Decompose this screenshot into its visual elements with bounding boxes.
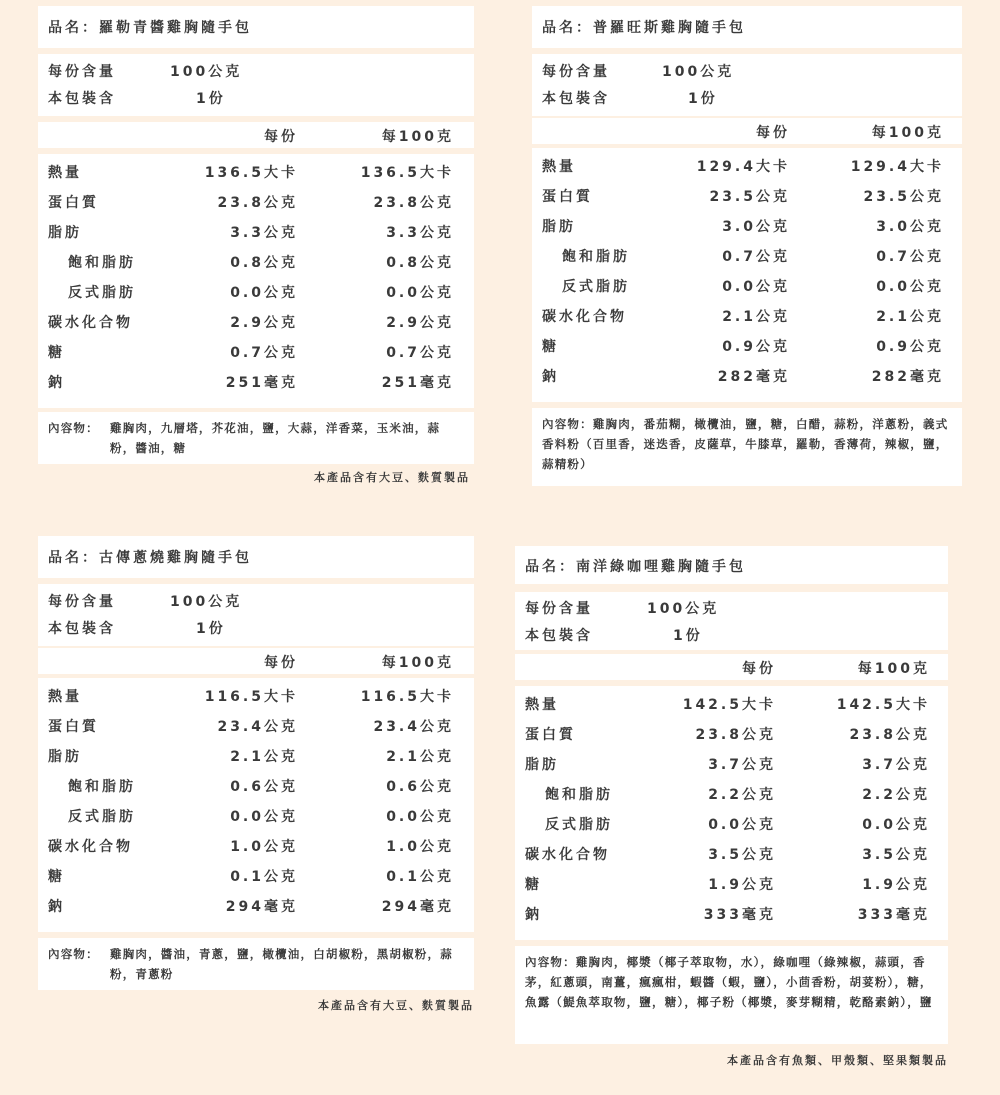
nutrient-row — [38, 710, 474, 740]
ingredients-text — [525, 952, 936, 1012]
serving-size-value: 100公克 — [662, 64, 735, 80]
nutrient-row — [38, 306, 474, 336]
nutrient-per-serving: 23.8公克 — [217, 195, 298, 211]
nutrient-row — [532, 180, 962, 210]
nutrient-per-100g: 2.1公克 — [386, 749, 454, 765]
product-name: 品名：南洋綠咖哩雞胸隨手包 — [525, 559, 746, 575]
nutrient-label: 碳水化合物 — [542, 309, 627, 325]
nutrient-row — [38, 770, 474, 800]
ingredients-box — [515, 946, 948, 1044]
column-header-box — [38, 648, 474, 674]
nutrient-per-100g: 1.0公克 — [386, 839, 454, 855]
nutrient-per-serving: 0.6公克 — [230, 779, 298, 795]
nutrient-per-100g: 116.5大卡 — [360, 689, 454, 705]
nutrient-row — [515, 808, 948, 838]
nutrient-label: 糖 — [48, 869, 65, 885]
nutrient-label: 鈉 — [48, 899, 65, 915]
ingredients-box — [38, 938, 474, 990]
nutrient-per-100g: 23.8公克 — [849, 727, 930, 743]
serving-size-label: 每份含量 — [525, 601, 593, 617]
nutrient-row — [38, 890, 474, 920]
nutrient-row — [532, 360, 962, 390]
nutrient-per-serving: 116.5大卡 — [204, 689, 298, 705]
nutrient-per-serving: 0.7公克 — [722, 249, 790, 265]
nutrient-per-serving: 1.9公克 — [708, 877, 776, 893]
nutrient-per-serving: 0.1公克 — [230, 869, 298, 885]
nutrient-per-serving: 0.0公克 — [708, 817, 776, 833]
nutrient-per-100g: 23.5公克 — [863, 189, 944, 205]
servings-value: 1份 — [196, 621, 226, 637]
nutrient-per-100g: 23.4公克 — [373, 719, 454, 735]
nutrient-per-100g: 0.9公克 — [876, 339, 944, 355]
product-name-box — [532, 6, 962, 48]
col-per-100g: 每100克 — [381, 129, 454, 145]
allergen-note: 本產品含有大豆、麩質製品 — [314, 471, 470, 484]
nutrient-row — [532, 300, 962, 330]
ingredients-box — [532, 408, 962, 486]
allergen-note: 本產品含有魚類、甲殼類、堅果類製品 — [727, 1054, 948, 1067]
nutrient-label: 蛋白質 — [542, 189, 593, 205]
serving-box — [38, 584, 474, 646]
nutrient-label: 反式脂肪 — [68, 809, 136, 825]
nutrient-row — [532, 330, 962, 360]
nutrient-label: 熱量 — [542, 159, 576, 175]
ingredients-box — [38, 412, 474, 464]
ingredients-label: 內容物： — [48, 947, 99, 961]
nutrient-row — [38, 246, 474, 276]
nutrient-row — [38, 186, 474, 216]
nutrient-row — [515, 748, 948, 778]
nutrient-label: 飽和脂肪 — [545, 787, 613, 803]
nutrient-per-100g: 0.0公克 — [386, 809, 454, 825]
nutrient-per-100g: 0.0公克 — [386, 285, 454, 301]
nutrient-label: 脂肪 — [542, 219, 576, 235]
nutrient-row — [38, 156, 474, 186]
nutrient-per-100g: 2.2公克 — [862, 787, 930, 803]
servings-label: 本包裝含 — [542, 91, 610, 107]
nutrient-label: 反式脂肪 — [545, 817, 613, 833]
nutrient-row — [38, 860, 474, 890]
nutrient-label: 反式脂肪 — [68, 285, 136, 301]
nutrient-per-serving: 333毫克 — [703, 907, 776, 923]
product-name-box — [515, 546, 948, 584]
nutrient-per-100g: 142.5大卡 — [836, 697, 930, 713]
nutrient-per-100g: 3.3公克 — [386, 225, 454, 241]
nutrient-per-100g: 0.1公克 — [386, 869, 454, 885]
nutrient-row — [532, 270, 962, 300]
serving-box — [38, 54, 474, 116]
nutrient-per-serving: 142.5大卡 — [682, 697, 776, 713]
nutrient-per-100g: 2.9公克 — [386, 315, 454, 331]
nutrient-per-serving: 2.9公克 — [230, 315, 298, 331]
nutrient-row — [38, 276, 474, 306]
nutrient-per-serving: 0.7公克 — [230, 345, 298, 361]
ingredients-text: 雞胸肉，醬油，青蔥，鹽，橄欖油，白胡椒粉，黑胡椒粉，蒜粉，青蔥粉 — [110, 947, 453, 981]
nutrient-row — [532, 240, 962, 270]
nutrition-table — [515, 686, 948, 940]
servings-value: 1份 — [196, 91, 226, 107]
nutrition-table — [38, 154, 474, 408]
nutrient-per-100g: 129.4大卡 — [850, 159, 944, 175]
nutrient-label: 糖 — [48, 345, 65, 361]
product-name-box — [38, 6, 474, 48]
nutrient-label: 鈉 — [542, 369, 559, 385]
ingredients-text: 雞胸肉，九層塔，芥花油，鹽，大蒜，洋香菜，玉米油，蒜粉，醬油，糖 — [110, 421, 441, 455]
nutrient-label: 飽和脂肪 — [68, 779, 136, 795]
nutrient-row — [38, 680, 474, 710]
ingredients-body: 雞胸肉，椰漿（椰子萃取物，水），綠咖哩（綠辣椒，蒜頭，香茅，紅蔥頭，南薑，瘋瘋柑，蝦醬（蝦，鹽），小茴香粉，胡荽粉），糖，魚露（鯷魚萃取物，鹽，糖），椰子粉（椰漿，麥芽糊精，乾酪素鈉），鹽 — [525, 955, 933, 1009]
nutrient-per-serving: 0.9公克 — [722, 339, 790, 355]
nutrient-row — [38, 336, 474, 366]
serving-size-label: 每份含量 — [48, 64, 116, 80]
nutrient-row — [515, 778, 948, 808]
product-name-box — [38, 536, 474, 578]
ingredients-body: 雞胸肉，番茄糊，橄欖油，鹽，糖，白醋，蒜粉，洋蔥粉，義式香料粉（百里香，迷迭香，皮薩草，牛膝草，羅勒，香薄荷，辣椒，鹽，蒜精粉） — [542, 417, 949, 471]
nutrient-row — [38, 216, 474, 246]
nutrient-per-100g: 23.8公克 — [373, 195, 454, 211]
nutrient-row — [38, 366, 474, 396]
nutrient-per-100g: 0.6公克 — [386, 779, 454, 795]
nutrient-per-100g: 0.7公克 — [386, 345, 454, 361]
nutrient-row — [515, 898, 948, 928]
nutrient-row — [38, 830, 474, 860]
nutrient-label: 碳水化合物 — [48, 315, 133, 331]
nutrient-per-serving: 0.8公克 — [230, 255, 298, 271]
serving-size-label: 每份含量 — [542, 64, 610, 80]
nutrient-row — [38, 740, 474, 770]
nutrient-row — [515, 718, 948, 748]
col-per-serving: 每份 — [264, 129, 298, 145]
nutrient-per-serving: 0.0公克 — [722, 279, 790, 295]
nutrient-label: 糖 — [542, 339, 559, 355]
nutrient-per-100g: 136.5大卡 — [360, 165, 454, 181]
nutrient-row — [515, 688, 948, 718]
nutrient-per-serving: 282毫克 — [717, 369, 790, 385]
ingredients-label: 內容物： — [525, 955, 576, 969]
nutrient-label: 脂肪 — [48, 749, 82, 765]
nutrient-per-100g: 0.8公克 — [386, 255, 454, 271]
nutrient-per-100g: 333毫克 — [857, 907, 930, 923]
col-per-100g: 每100克 — [381, 655, 454, 671]
serving-size-value: 100公克 — [647, 601, 720, 617]
nutrient-label: 蛋白質 — [48, 719, 99, 735]
col-per-serving: 每份 — [742, 661, 776, 677]
servings-value: 1份 — [673, 628, 703, 644]
nutrient-per-serving: 136.5大卡 — [204, 165, 298, 181]
servings-value: 1份 — [688, 91, 718, 107]
nutrient-label: 脂肪 — [525, 757, 559, 773]
nutrient-label: 反式脂肪 — [562, 279, 630, 295]
nutrient-label: 鈉 — [525, 907, 542, 923]
serving-size-value: 100公克 — [170, 594, 243, 610]
nutrient-label: 飽和脂肪 — [68, 255, 136, 271]
col-per-100g: 每100克 — [871, 125, 944, 141]
nutrient-label: 熱量 — [48, 165, 82, 181]
nutrient-per-serving: 1.0公克 — [230, 839, 298, 855]
nutrition-table — [532, 148, 962, 402]
nutrient-per-serving: 3.7公克 — [708, 757, 776, 773]
nutrient-per-serving: 0.0公克 — [230, 285, 298, 301]
nutrient-per-serving: 23.8公克 — [695, 727, 776, 743]
nutrient-per-serving: 2.1公克 — [722, 309, 790, 325]
serving-size-value: 100公克 — [170, 64, 243, 80]
nutrient-row — [38, 800, 474, 830]
nutrient-per-serving: 3.0公克 — [722, 219, 790, 235]
nutrient-label: 熱量 — [525, 697, 559, 713]
nutrient-per-serving: 2.1公克 — [230, 749, 298, 765]
ingredients-text — [542, 414, 950, 474]
nutrient-label: 蛋白質 — [48, 195, 99, 211]
servings-label: 本包裝含 — [525, 628, 593, 644]
nutrient-per-100g: 2.1公克 — [876, 309, 944, 325]
product-name: 品名：羅勒青醬雞胸隨手包 — [48, 20, 252, 36]
nutrient-per-serving: 23.5公克 — [709, 189, 790, 205]
nutrient-row — [515, 868, 948, 898]
serving-box — [532, 54, 962, 116]
nutrient-per-serving: 129.4大卡 — [696, 159, 790, 175]
nutrient-per-serving: 3.5公克 — [708, 847, 776, 863]
nutrient-per-100g: 251毫克 — [381, 375, 454, 391]
col-per-100g: 每100克 — [857, 661, 930, 677]
nutrient-per-serving: 251毫克 — [225, 375, 298, 391]
nutrient-label: 飽和脂肪 — [562, 249, 630, 265]
col-per-serving: 每份 — [264, 655, 298, 671]
nutrient-row — [532, 210, 962, 240]
nutrient-per-100g: 3.5公克 — [862, 847, 930, 863]
col-per-serving: 每份 — [756, 125, 790, 141]
nutrient-per-serving: 0.0公克 — [230, 809, 298, 825]
ingredients-label: 內容物： — [542, 417, 593, 431]
nutrient-per-100g: 1.9公克 — [862, 877, 930, 893]
servings-label: 本包裝含 — [48, 621, 116, 637]
nutrient-per-100g: 3.7公克 — [862, 757, 930, 773]
column-header-box — [38, 122, 474, 148]
nutrient-per-serving: 3.3公克 — [230, 225, 298, 241]
nutrient-per-serving: 2.2公克 — [708, 787, 776, 803]
serving-size-label: 每份含量 — [48, 594, 116, 610]
nutrient-label: 熱量 — [48, 689, 82, 705]
nutrient-label: 碳水化合物 — [48, 839, 133, 855]
nutrient-label: 脂肪 — [48, 225, 82, 241]
nutrient-label: 蛋白質 — [525, 727, 576, 743]
nutrient-label: 糖 — [525, 877, 542, 893]
product-name: 品名：普羅旺斯雞胸隨手包 — [542, 20, 746, 36]
nutrient-label: 鈉 — [48, 375, 65, 391]
serving-box — [515, 592, 948, 650]
nutrient-label: 碳水化合物 — [525, 847, 610, 863]
nutrient-row — [532, 150, 962, 180]
column-header-box — [515, 654, 948, 680]
nutrient-per-serving: 294毫克 — [225, 899, 298, 915]
nutrient-per-100g: 0.7公克 — [876, 249, 944, 265]
nutrient-per-100g: 294毫克 — [381, 899, 454, 915]
nutrient-per-serving: 23.4公克 — [217, 719, 298, 735]
nutrition-table — [38, 678, 474, 932]
servings-label: 本包裝含 — [48, 91, 116, 107]
nutrient-row — [515, 838, 948, 868]
nutrient-per-100g: 0.0公克 — [876, 279, 944, 295]
allergen-note: 本產品含有大豆、麩質製品 — [318, 999, 474, 1012]
column-header-box — [532, 118, 962, 144]
nutrient-per-100g: 0.0公克 — [862, 817, 930, 833]
nutrient-per-100g: 3.0公克 — [876, 219, 944, 235]
nutrient-per-100g: 282毫克 — [871, 369, 944, 385]
product-name: 品名：古傳蔥燒雞胸隨手包 — [48, 550, 252, 566]
ingredients-label: 內容物： — [48, 421, 99, 435]
